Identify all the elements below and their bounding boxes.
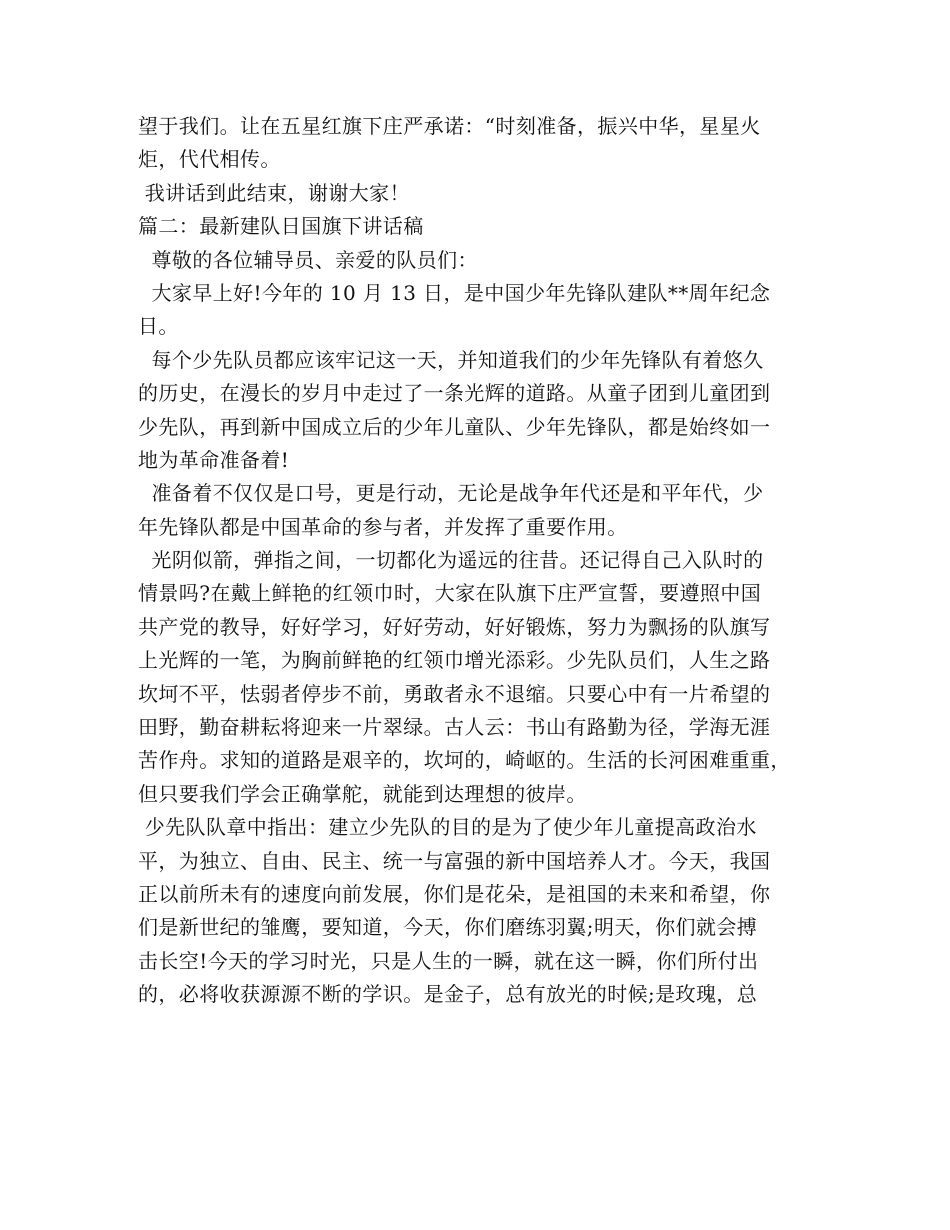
text-line: 击长空!今天的学习时光，只是人生的一瞬，就在这一瞬，你们所付出 — [138, 948, 759, 973]
text-line: 的，必将收获源源不断的学识。是金子，总有放光的时候;是玫瑰，总 — [138, 982, 758, 1007]
text-line: 正以前所未有的速度向前发展，你们是花朵，是祖国的未来和希望，你 — [138, 881, 771, 906]
text-line: 苦作舟。求知的道路是艰辛的，坎坷的，崎岖的。生活的长河困难重重， — [138, 748, 791, 773]
text-line: 大家早上好!今年的 10 月 13 日，是中国少年先锋队建队**周年纪念 — [138, 280, 771, 305]
text-line: 上光辉的一笔，为胸前鲜艳的红领巾增光添彩。少先队员们，人生之路 — [138, 648, 771, 673]
text-line: 我讲话到此结束，谢谢大家！ — [138, 180, 410, 205]
document-body — [138, 110, 818, 1012]
text-line: 日。 — [138, 314, 179, 339]
text-line: 情景吗?在戴上鲜艳的红领巾时，大家在队旗下庄严宣誓，要遵照中国 — [138, 581, 762, 606]
text-line: 们是新世纪的雏鹰，要知道，今天，你们磨练羽翼;明天，你们就会搏 — [138, 915, 758, 940]
section-heading: 篇二：最新建队日国旗下讲话稿 — [138, 214, 424, 239]
text-line: 地为革命准备着! — [138, 447, 290, 472]
text-line: 共产党的教导，好好学习，好好劳动，好好锻炼，努力为飘扬的队旗写 — [138, 614, 771, 639]
salutation: 尊敬的各位辅导员、亲爱的队员们： — [138, 247, 478, 272]
text-line: 平，为独立、自由、民主、统一与富强的新中国培养人才。今天，我国 — [138, 848, 771, 873]
text-line: 田野，勤奋耕耘将迎来一片翠绿。古人云：书山有路勤为径，学海无涯 — [138, 715, 771, 740]
text-line: 少先队队章中指出：建立少先队的目的是为了使少年儿童提高政治水 — [138, 815, 757, 840]
text-line: 望于我们。让在五星红旗下庄严承诺：“时刻准备，振兴中华，星星火 — [138, 114, 761, 138]
text-line: 但只要我们学会正确掌舵，就能到达理想的彼岸。 — [138, 781, 587, 806]
text-line: 年先锋队都是中国革命的参与者，并发挥了重要作用。 — [138, 514, 628, 539]
text-line: 少先队，再到新中国成立后的少年儿童队、少年先锋队，都是始终如一 — [138, 414, 771, 439]
text-line: 坎坷不平，怯弱者停步不前，勇敢者永不退缩。只要心中有一片希望的 — [138, 681, 771, 706]
text-line: 每个少先队员都应该牢记这一天，并知道我们的少年先锋队有着悠久 — [138, 347, 764, 372]
text-line: 炬，代代相传。 — [138, 147, 281, 172]
text-line: 准备着不仅仅是口号，更是行动，无论是战争年代还是和平年代，少 — [138, 481, 764, 506]
text-line: 的历史，在漫长的岁月中走过了一条光辉的道路。从童子团到儿童团到 — [138, 381, 771, 406]
text-line: 光阴似箭，弹指之间，一切都化为遥远的往昔。还记得自己入队时的 — [138, 548, 764, 573]
